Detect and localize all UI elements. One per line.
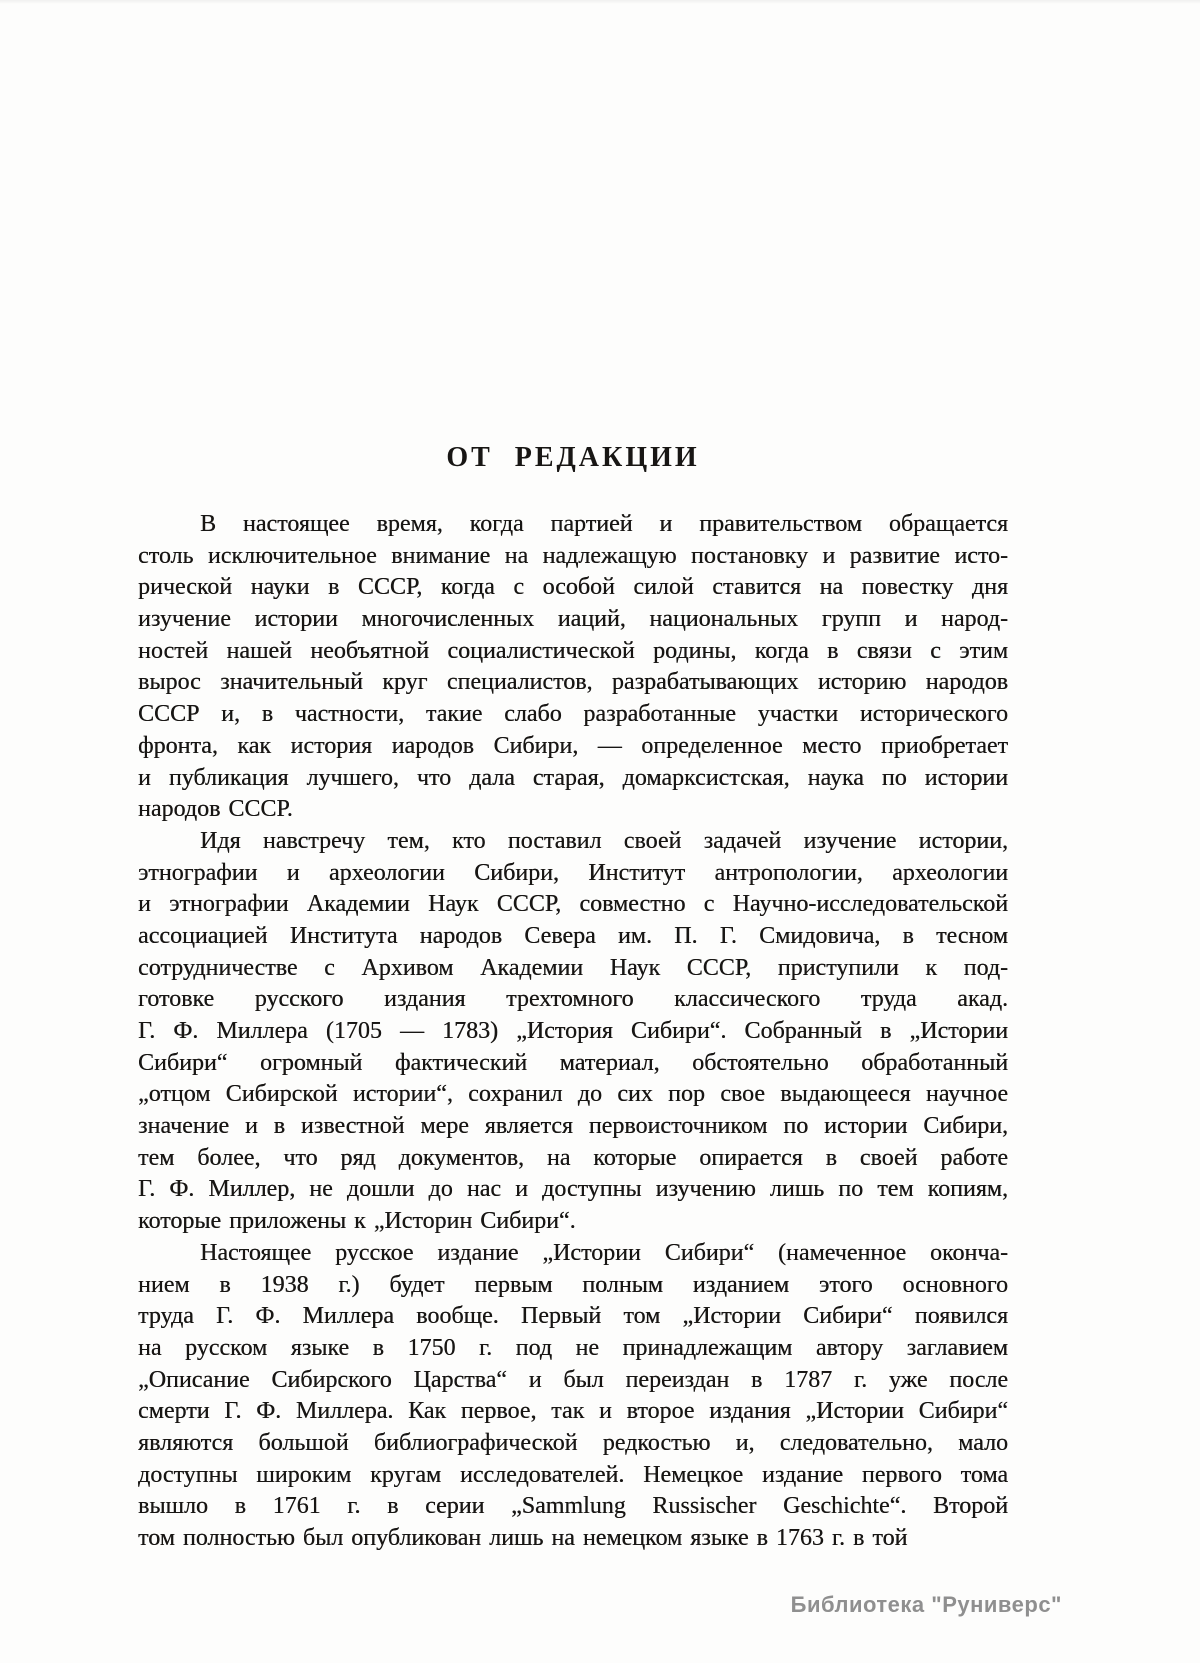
text-line: Идя навстречу тем, кто поставил своей задачей изучение истории, <box>200 827 1008 854</box>
document-body <box>138 509 1008 1555</box>
text-line: этнографии и археологии Сибири, Институт антропологии, археологии <box>138 859 1008 886</box>
text-line: и этнографии Академии Наук СССР, совместно с Научно-исследовательской <box>138 891 1008 918</box>
text-line: фронта, как история иародов Сибири, — определенное место приобретает <box>138 732 1008 759</box>
watermark: Библиотека "Руниверс" <box>790 1592 1062 1617</box>
text-line: и публикация лучшего, что дала старая, домарксистская, наука по истории <box>138 764 1008 791</box>
text-line: готовке русского издания трехтомного классического труда акад. <box>138 986 1008 1013</box>
text-line: Г. Ф. Миллера (1705 — 1783) „История Сибири“. Собранный в „Истории <box>138 1018 1008 1044</box>
text-line: Настоящее русское издание „Истории Сибири“ (намеченное оконча- <box>200 1239 1008 1266</box>
text-line: сотрудничестве с Архивом Академии Наук СССР, приступили к под- <box>138 954 1008 981</box>
text-line: являются большой библиографической редкостью и, следовательно, мало <box>138 1429 1008 1456</box>
text-line: том полностью был опубликован лишь на немецком языке в 1763 г. в той <box>138 1525 908 1551</box>
text-line: ностей нашей необъятной социалистической родины, когда в связи с этим <box>138 637 1008 664</box>
text-line: рической науки в СССР, когда с особой силой ставится на повестку дня <box>138 574 1008 601</box>
text-line: В настоящее время, когда партией и правительством обращается <box>200 511 1008 537</box>
page-title: ОТ РЕДАКЦИИ <box>446 442 700 473</box>
text-line: вышло в 1761 г. в серии „Sammlung Russischer Geschichte“. Второй <box>138 1493 1008 1520</box>
text-line: нием в 1938 г.) будет первым полным изданием этого основного <box>138 1271 1008 1298</box>
text-line: столь исключительное внимание на надлежащую постановку и развитие исто- <box>138 542 1008 569</box>
text-line: доступны широким кругам исследователей. Немецкое издание первого тома <box>138 1461 1008 1488</box>
text-line: Г. Ф. Миллер, не дошли до нас и доступны изучению лишь по тем копиям, <box>138 1176 1008 1203</box>
text-line: СССР и, в частности, такие слабо разработанные участки исторического <box>138 701 1008 728</box>
text-line: тем более, что ряд документов, на которые опирается в своей работе <box>138 1144 1008 1171</box>
text-line: народов СССР. <box>138 796 293 823</box>
text-line: „отцом Сибирской истории“, сохранил до сих пор свое выдающееся научное <box>138 1081 1008 1108</box>
text-line: труда Г. Ф. Миллера вообще. Первый том „Истории Сибири“ появился <box>138 1303 1008 1330</box>
text-line: вырос значительный круг специалистов, разрабатывающих историю народов <box>138 669 1008 696</box>
text-line: которые приложены к „Историн Сибири“. <box>138 1208 576 1235</box>
text-line: Сибири“ огромный фактический материал, обстоятельно обработанный <box>138 1049 1008 1076</box>
text-line: ассоциацией Института народов Севера им. П. Г. Смидовича, в тесном <box>138 922 1008 949</box>
text-line: значение и в известной мере является первоисточником по истории Сибири, <box>138 1113 1008 1140</box>
text-line: изучение истории многочисленных иаций, национальных групп и народ- <box>138 606 1008 633</box>
text-line: на русском языке в 1750 г. под не принадлежащим автору заглавием <box>138 1334 1008 1361</box>
text-line: „Описание Сибирского Царства“ и был переиздан в 1787 г. уже после <box>138 1366 1008 1393</box>
text-line: смерти Г. Ф. Миллера. Как первое, так и второе издания „Истории Сибири“ <box>138 1398 1008 1425</box>
